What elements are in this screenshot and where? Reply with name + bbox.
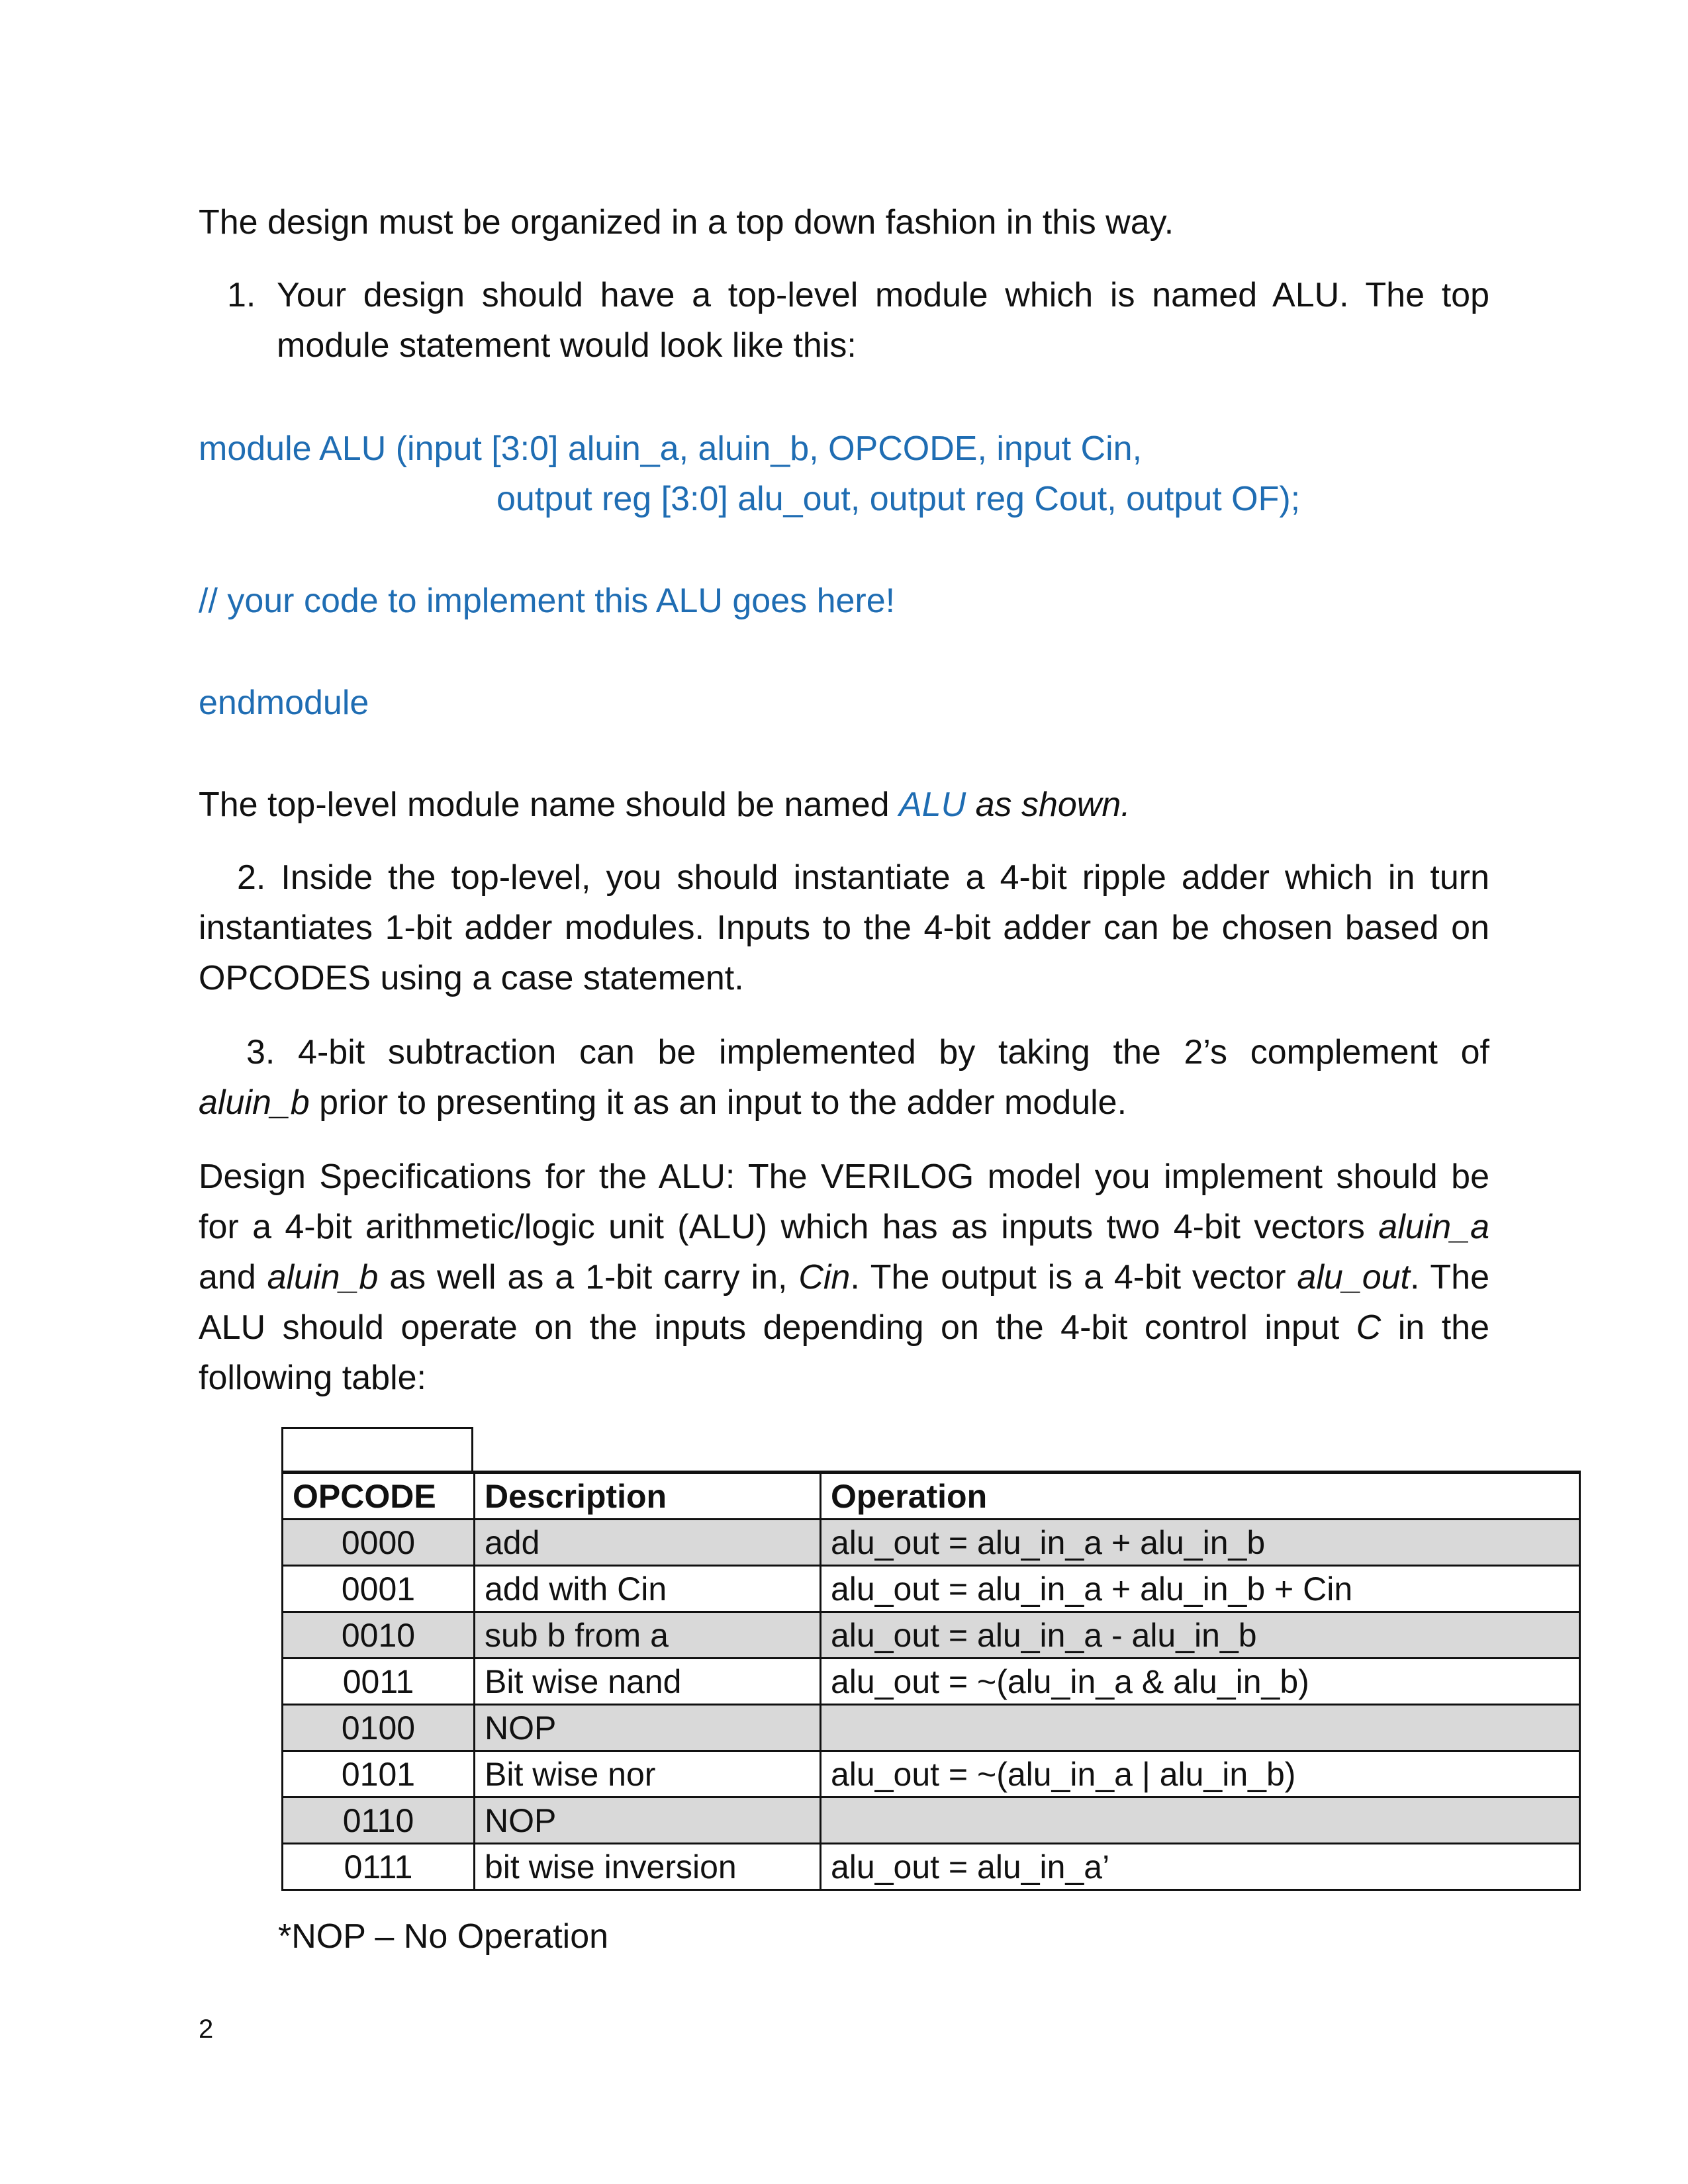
description-cell: Bit wise nand xyxy=(475,1659,821,1705)
table-row xyxy=(283,1797,1580,1844)
table-footnote: *NOP – No Operation xyxy=(278,1917,609,1956)
operation-cell: alu_out = alu_in_a + alu_in_b + Cin xyxy=(821,1566,1580,1612)
spec-line-3 xyxy=(199,1252,1489,1302)
spec-line-1: Design Specifications for the ALU: The VERILOG model you implement should be xyxy=(199,1158,1489,1196)
aluin-a-var: aluin_a xyxy=(1378,1208,1489,1246)
description-cell: NOP xyxy=(475,1797,821,1844)
operation-cell: alu_out = ~(alu_in_a & alu_in_b) xyxy=(821,1659,1580,1705)
spec-line-3-mid2: . The output is a 4-bit vector xyxy=(850,1258,1297,1297)
table-row xyxy=(283,1751,1580,1797)
spec-line-3-and: and xyxy=(199,1258,267,1297)
spec-cin-var: Cin xyxy=(798,1258,851,1297)
code-endmodule: endmodule xyxy=(199,684,369,722)
list-item-2-line-2: instantiates 1-bit adder modules. Inputs to the 4-bit adder can be chosen based on xyxy=(199,909,1489,947)
topname-suffix: as shown. xyxy=(966,786,1131,824)
opcode-cell: 0000 xyxy=(283,1520,475,1566)
code-module-line-1: module ALU (input [3:0] aluin_a, aluin_b, OPCODE, input Cin, xyxy=(199,430,1143,468)
topname-alu: ALU xyxy=(898,786,966,824)
opcode-cell: 0001 xyxy=(283,1566,475,1612)
topname-paragraph xyxy=(199,780,1131,830)
list-item-1-line-1: Your design should have a top-level module which is named ALU. The top xyxy=(277,276,1489,314)
opcode-cell: 0111 xyxy=(283,1844,475,1890)
list-item-2-line-1: 2. Inside the top-level, you should instantiate a 4-bit ripple adder which in turn xyxy=(237,858,1489,897)
table-empty-header-cell xyxy=(281,1427,473,1471)
operation-cell: alu_out = ~(alu_in_a | alu_in_b) xyxy=(821,1751,1580,1797)
header-description: Description xyxy=(475,1473,821,1520)
description-cell: NOP xyxy=(475,1705,821,1751)
list-item-3-line-2-text: prior to presenting it as an input to the adder module. xyxy=(309,1083,1127,1122)
table-row xyxy=(283,1520,1580,1566)
spec-line-2 xyxy=(199,1202,1489,1252)
spec-line-3-end: . The xyxy=(1410,1258,1490,1297)
table-header-row xyxy=(283,1473,1580,1520)
table-row xyxy=(283,1612,1580,1659)
spec-line-4-end: in the xyxy=(1381,1308,1489,1347)
table-row xyxy=(283,1659,1580,1705)
operation-cell: alu_out = alu_in_a’ xyxy=(821,1844,1580,1890)
description-cell: Bit wise nor xyxy=(475,1751,821,1797)
topname-prefix: The top-level module name should be named xyxy=(199,786,899,824)
intro-paragraph: The design must be organized in a top down fashion in this way. xyxy=(199,203,1174,242)
header-operation: Operation xyxy=(821,1473,1580,1520)
description-cell: add with Cin xyxy=(475,1566,821,1612)
code-module-line-2: output reg [3:0] alu_out, output reg Cout, output OF); xyxy=(496,480,1301,518)
spec-line-5: following table: xyxy=(199,1359,426,1397)
spec-line-4 xyxy=(199,1302,1489,1353)
table-row xyxy=(283,1566,1580,1612)
header-opcode: OPCODE xyxy=(283,1473,475,1520)
opcode-table xyxy=(281,1471,1581,1891)
spec-alu-out-var: alu_out xyxy=(1297,1258,1411,1297)
description-cell: bit wise inversion xyxy=(475,1844,821,1890)
page-number: 2 xyxy=(199,2015,214,2044)
operation-cell: alu_out = alu_in_a + alu_in_b xyxy=(821,1520,1580,1566)
code-comment: // your code to implement this ALU goes here! xyxy=(199,582,896,620)
list-item-1-line-2: module statement would look like this: xyxy=(277,326,857,365)
aluin-b-var: aluin_b xyxy=(199,1083,310,1122)
spec-line-3-mid: as well as a 1-bit carry in, xyxy=(378,1258,799,1297)
spec-line-2-text: for a 4-bit arithmetic/logic unit (ALU) which has as inputs two 4-bit vectors xyxy=(199,1208,1379,1246)
opcode-cell: 0101 xyxy=(283,1751,475,1797)
operation-cell xyxy=(821,1797,1580,1844)
operation-cell xyxy=(821,1705,1580,1751)
operation-cell: alu_out = alu_in_a - alu_in_b xyxy=(821,1612,1580,1659)
opcode-cell: 0010 xyxy=(283,1612,475,1659)
list-item-3-line-2 xyxy=(199,1077,1127,1128)
opcode-cell: 0110 xyxy=(283,1797,475,1844)
table-row xyxy=(283,1705,1580,1751)
list-item-2-line-3: OPCODES using a case statement. xyxy=(199,959,744,997)
list-number-1: 1. xyxy=(227,276,256,314)
opcode-cell: 0011 xyxy=(283,1659,475,1705)
list-item-3-line-1: 3. 4-bit subtraction can be implemented by taking the 2’s complement of xyxy=(246,1033,1489,1071)
spec-aluin-b-var: aluin_b xyxy=(267,1258,379,1297)
description-cell: add xyxy=(475,1520,821,1566)
spec-c-var: C xyxy=(1356,1308,1382,1347)
description-cell: sub b from a xyxy=(475,1612,821,1659)
spec-line-4-text: ALU should operate on the inputs depending on the 4-bit control input xyxy=(199,1308,1356,1347)
opcode-cell: 0100 xyxy=(283,1705,475,1751)
table-row xyxy=(283,1844,1580,1890)
